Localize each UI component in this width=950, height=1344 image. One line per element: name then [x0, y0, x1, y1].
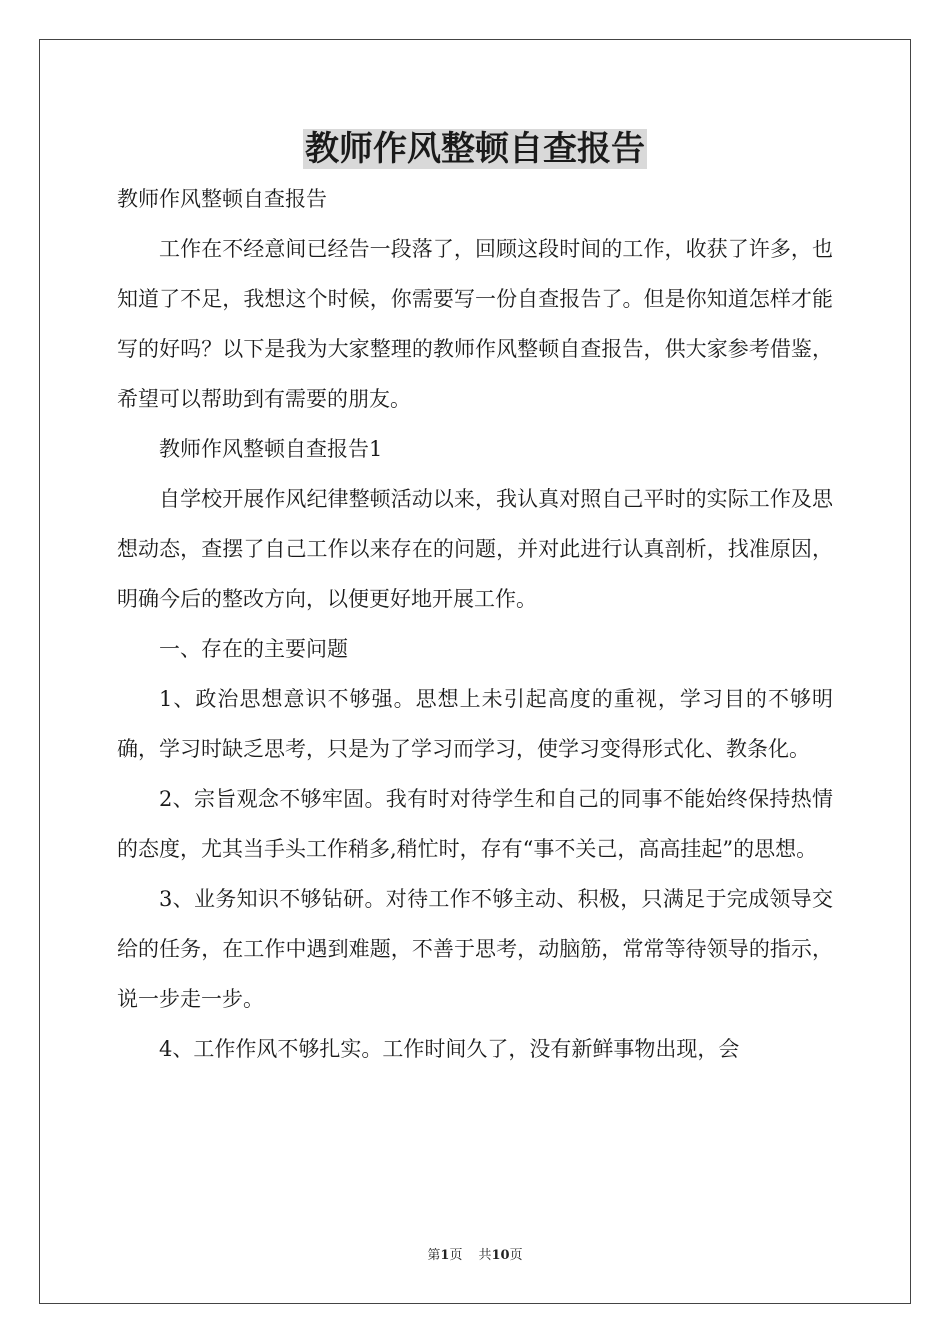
- paragraph: 自学校开展作风纪律整顿活动以来，我认真对照自己平时的实际工作及思想动态，查摆了自己工作以来存在的问题，并对此进行认真剖析，找准原因，明确今后的整改方向，以便更好地开展工作。: [117, 487, 833, 611]
- paragraph: 3、业务知识不够钻研。对待工作不够主动、积极，只满足于完成领导交给的任务，在工作中遇到难题，不善于思考，动脑筋，常常等待领导的指示，说一步走一步。: [117, 887, 833, 1011]
- paragraph: 1、政治思想意识不够强。思想上未引起高度的重视，学习目的不够明确，学习时缺乏思考，只是为了学习而学习，使学习变得形式化、教条化。: [117, 687, 833, 761]
- report-heading: 教师作风整顿自查报告1: [159, 437, 383, 461]
- footer-page-total: 10: [491, 1248, 510, 1263]
- intro-paragraph: 工作在不经意间已经告一段落了，回顾这段时间的工作，收获了许多，也知道了不足，我想这个时候，你需要写一份自查报告了。但是你知道怎样才能写的好吗？以下是我为大家整理的教师作风整顿自查报告，供大家参考借鉴，希望可以帮助到有需要的朋友。: [117, 237, 833, 411]
- section-heading: 一、存在的主要问题: [159, 637, 348, 661]
- footer-page-suffix: 页: [449, 1248, 463, 1263]
- document-title: [0, 124, 950, 174]
- document-body: [117, 174, 833, 1074]
- paragraph: 2、宗旨观念不够牢固。我有时对待学生和自己的同事不能始终保持热情的态度，尤其当手头工作稍多,稍忙时，存有“事不关己，高高挂起”的思想。: [117, 787, 833, 861]
- document-title-text: 教师作风整顿自查报告: [305, 129, 645, 169]
- paragraph: 4、工作作风不够扎实。工作时间久了，没有新鲜事物出现，会: [159, 1037, 740, 1061]
- page-footer: [0, 1246, 950, 1266]
- footer-total-prefix: 共: [478, 1248, 492, 1263]
- footer-page-prefix: 第: [427, 1248, 441, 1263]
- document-subtitle: 教师作风整顿自查报告: [117, 187, 327, 211]
- footer-page-current: 1: [440, 1248, 450, 1263]
- footer-total-suffix: 页: [509, 1248, 523, 1263]
